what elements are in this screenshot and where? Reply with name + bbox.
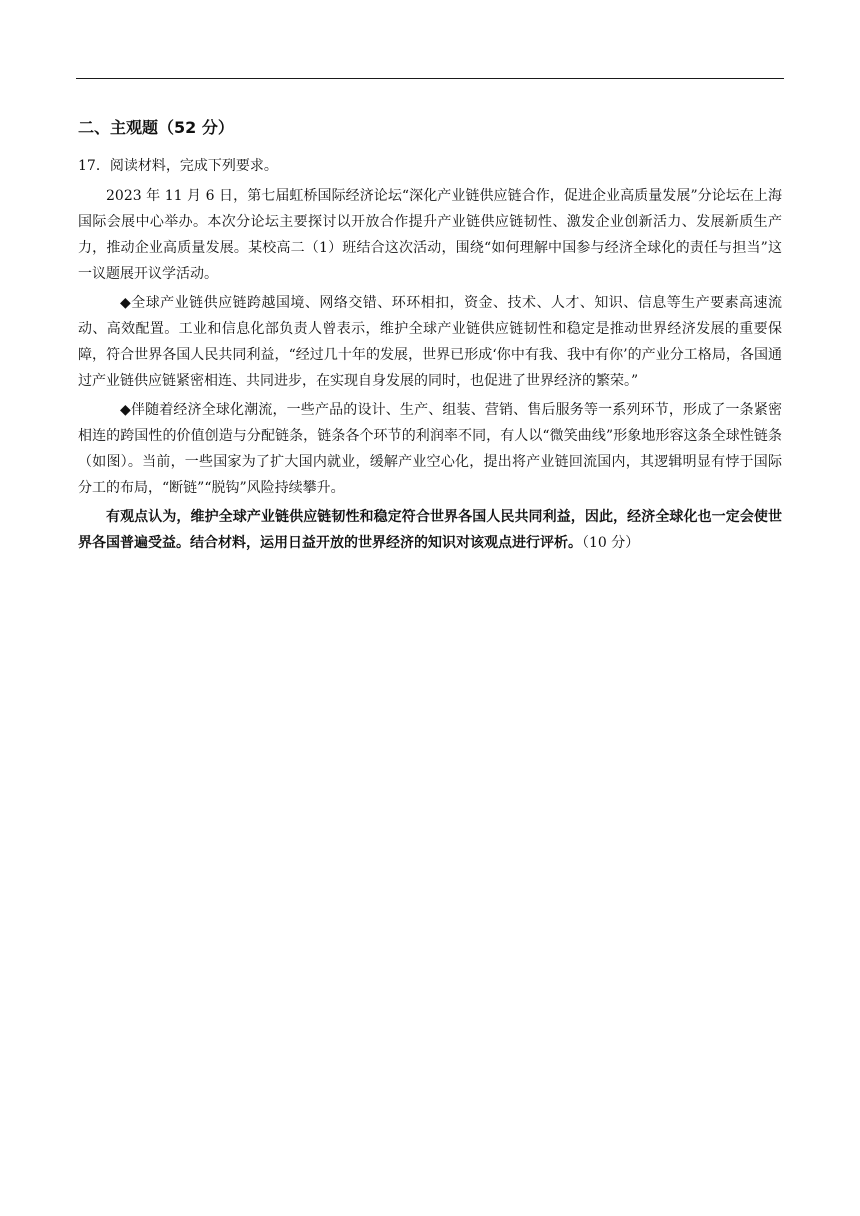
page-content (78, 114, 782, 559)
material-paragraph-2: ◆伴随着经济全球化潮流，一些产品的设计、生产、组装、营销、售后服务等一系列环节，形成了一条紧密相连的跨国性的价值创造与分配链条，链条各个环节的利润率不同，有人以“微笑曲线”形象地形容这条全球性链条（如图）。当前，一些国家为了扩大国内就业，缓解产业空心化，提出将产业链回流国内，其逻辑明显有悖于国际分工的布局，“断链”“脱钩”风险持续攀升。 (78, 402, 782, 496)
question-score: （10 分） (582, 535, 640, 551)
intro-paragraph: 2023 年 11 月 6 日，第七届虹桥国际经济论坛“深化产业链供应链合作，促进企业高质量发展”分论坛在上海国际会展中心举办。本次分论坛主要探讨以开放合作提升产业链供应链韧性、激发企业创新活力、发展新质生产力，推动企业高质量发展。某校高二（1）班结合这次活动，围绕“如何理解中国参与经济全球化的责任与担当”这一议题展开议学活动。 (78, 188, 782, 282)
question-number-line: 17．阅读材料，完成下列要求。 (78, 158, 278, 174)
header-rule (76, 78, 784, 79)
material-paragraph-1: ◆全球产业链供应链跨越国境、网络交错、环环相扣，资金、技术、人才、知识、信息等生产要素高速流动、高效配置。工业和信息化部负责人曾表示，维护全球产业链供应链韧性和稳定是推动世界经济发展的重要保障，符合世界各国人民共同利益，“经过几十年的发展，世界已形成‘你中有我、我中有你’的产业分工格局，各国通过产业链供应链紧密相连、共同进步，在实现自身发展的同时，也促进了世界经济的繁荣。” (78, 295, 782, 389)
section-heading: 二、主观题（52 分） (78, 118, 234, 137)
question-task-paragraph (78, 504, 782, 556)
question-task-text: 有观点认为，维护全球产业链供应链韧性和稳定符合世界各国人民共同利益，因此，经济全球化也一定会使世界各国普遍受益。结合材料，运用日益开放的世界经济的知识对该观点进行评析。 (78, 509, 782, 551)
